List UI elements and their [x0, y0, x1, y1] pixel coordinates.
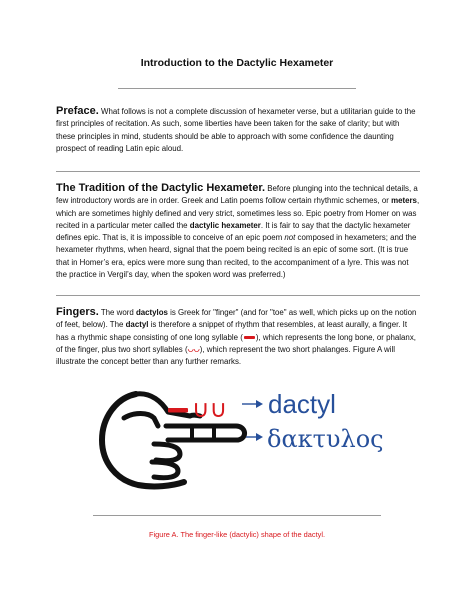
fingers-text-3: is therefore a snippet of rhythm that resembles, at least aurally, a finger. It has a rhythmic shape consisting of one long syllable ( [56, 320, 408, 342]
figure-divider [93, 515, 381, 516]
tradition-text-2: , which are sometimes highly defined and very strict, sometimes less so. Epic poetry from Homer on was recited in a particular meter called the [56, 196, 420, 230]
preface-heading: Preface. [56, 105, 99, 117]
term-dactylos: dactylos [135, 308, 168, 317]
title-divider [118, 88, 356, 89]
fingers-text-2: is Greek for "finger" (and for "toe" as well, which picks up on the notion of feet, below). The [56, 308, 417, 330]
label-dactylos-greek: δακτυλος [267, 425, 384, 453]
tradition-text-3: . It is fair to say that the dactylic hexameter defines epic. That is, it is impossible to conceive of an epic poem [56, 220, 411, 243]
figure-caption: Figure A. The finger-like (dactylic) shape of the dactyl. [148, 530, 326, 539]
term-meters: meters [391, 196, 417, 206]
emphasis-not: not [284, 233, 296, 243]
fingers-text-5: ), which represent the two short phalanges. Figure A will illustrate the concept better than any further remarks. [56, 344, 395, 367]
long-syllable-mark [168, 408, 188, 413]
short-syllables-symbol: ◡◡ [187, 345, 200, 353]
fingers-text-1: The word [98, 308, 136, 317]
fingers-text-4: ), which represents the long bone, or phalanx, of the finger, plus two short syllables ( [56, 332, 416, 354]
figure-a-illustration [96, 382, 396, 494]
page-title: Introduction to the Dactylic Hexameter [140, 57, 334, 69]
preface-paragraph [56, 105, 420, 155]
fingers-paragraph [56, 306, 420, 368]
short-syllables-mark: ∪∪ [192, 395, 228, 423]
label-dactyl-latin: dactyl [268, 389, 336, 419]
section-divider-2 [56, 295, 420, 296]
preface-text: What follows is not a complete discussion of hexameter verse, but a utilitarian guide to the first principles of recitation. As such, some liberties have been taken for the sake of clarity; but with these principles in mind, students should be able to approach with some confidence the daunting prospect of reading Latin epic aloud. [56, 107, 416, 153]
term-dactylic-hexameter: dactylic hexameter [189, 220, 261, 230]
tradition-heading: The Tradition of the Dactylic Hexameter. [56, 182, 266, 194]
tradition-text-4: composed in hexameters; and the hexameter rhythms, when heard, signal that the poem being recited is an epic of some sort. (It is true that in Homer’s era, epics were more sung than recited, to the accompaniment of a lyre. This was not the practice in Vergil’s day, when the spoken word was preferred.) [56, 233, 417, 280]
section-divider-1 [56, 171, 420, 172]
fingers-heading: Fingers. [56, 306, 99, 318]
tradition-paragraph [56, 182, 420, 281]
term-dactyl: dactyl [125, 320, 149, 330]
long-syllable-symbol [244, 336, 255, 339]
tradition-text-1: Before plunging into the technical details, a few introductory words are in order. Greek and Latin poems follow certain rhythmic schemes, or [56, 184, 418, 206]
